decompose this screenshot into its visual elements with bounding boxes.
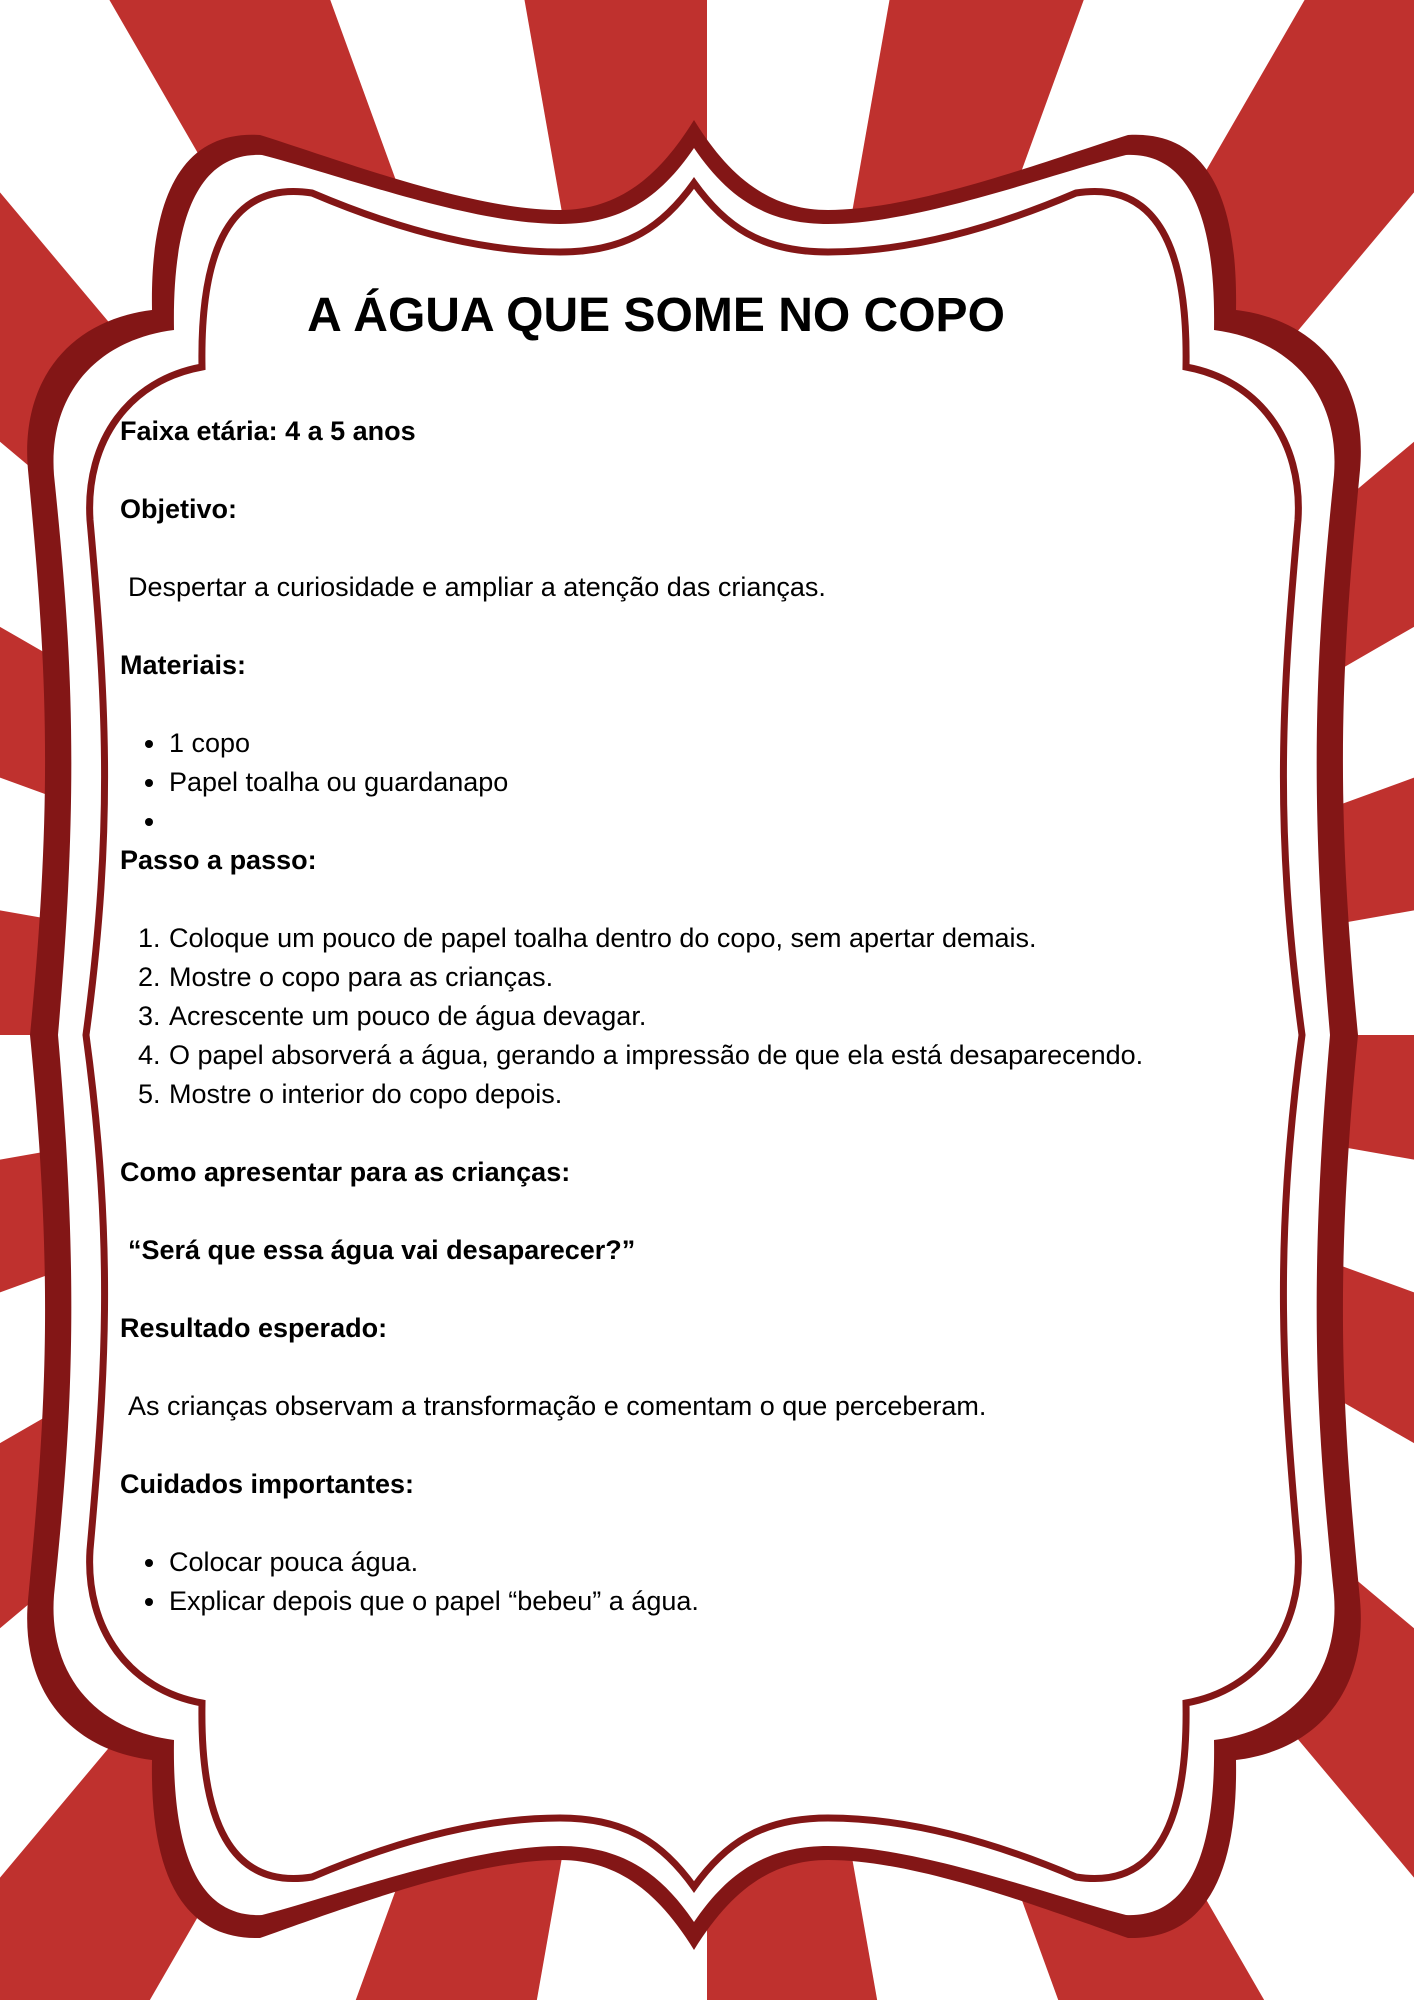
list-item: Colocar pouca água. bbox=[120, 1543, 1230, 1582]
list-item: 1. Coloque um pouco de papel toalha dentro do copo, sem apertar demais. bbox=[138, 923, 1037, 953]
bullet-icon bbox=[145, 1559, 153, 1567]
list-item: 4. O papel absorverá a água, gerando a impressão de que ela está desaparecendo. bbox=[138, 1040, 1144, 1070]
document-body bbox=[120, 412, 1230, 1621]
bullet-icon bbox=[145, 740, 153, 748]
list-item bbox=[120, 802, 1230, 841]
bullet-icon bbox=[145, 818, 153, 826]
presentation-heading: Como apresentar para as crianças: bbox=[120, 1157, 571, 1187]
list-item: Explicar depois que o papel “bebeu” a água. bbox=[120, 1582, 1230, 1621]
steps-list bbox=[120, 919, 1230, 1114]
list-item: 1 copo bbox=[120, 724, 1230, 763]
steps-heading: Passo a passo: bbox=[120, 845, 317, 875]
presentation-quote: “Será que essa água vai desaparecer?” bbox=[128, 1235, 636, 1265]
care-list bbox=[120, 1543, 1230, 1621]
list-item: Papel toalha ou guardanapo bbox=[120, 763, 1230, 802]
list-item: 5. Mostre o interior do copo depois. bbox=[138, 1079, 563, 1109]
age-range: Faixa etária: 4 a 5 anos bbox=[120, 416, 416, 446]
result-text: As crianças observam a transformação e comentam o que perceberam. bbox=[128, 1391, 987, 1421]
materials-list bbox=[120, 724, 1230, 841]
care-heading: Cuidados importantes: bbox=[120, 1469, 415, 1499]
document-title: A ÁGUA QUE SOME NO COPO bbox=[307, 289, 1005, 342]
list-item: 3. Acrescente um pouco de água devagar. bbox=[138, 1001, 647, 1031]
list-item: 2. Mostre o copo para as crianças. bbox=[138, 962, 554, 992]
materials-heading: Materiais: bbox=[120, 650, 247, 680]
bullet-icon bbox=[145, 1598, 153, 1606]
bullet-icon bbox=[145, 779, 153, 787]
objective-heading: Objetivo: bbox=[120, 494, 238, 524]
result-heading: Resultado esperado: bbox=[120, 1313, 388, 1343]
document-content bbox=[120, 0, 1230, 2000]
objective-text: Despertar a curiosidade e ampliar a atenção das crianças. bbox=[128, 572, 826, 602]
